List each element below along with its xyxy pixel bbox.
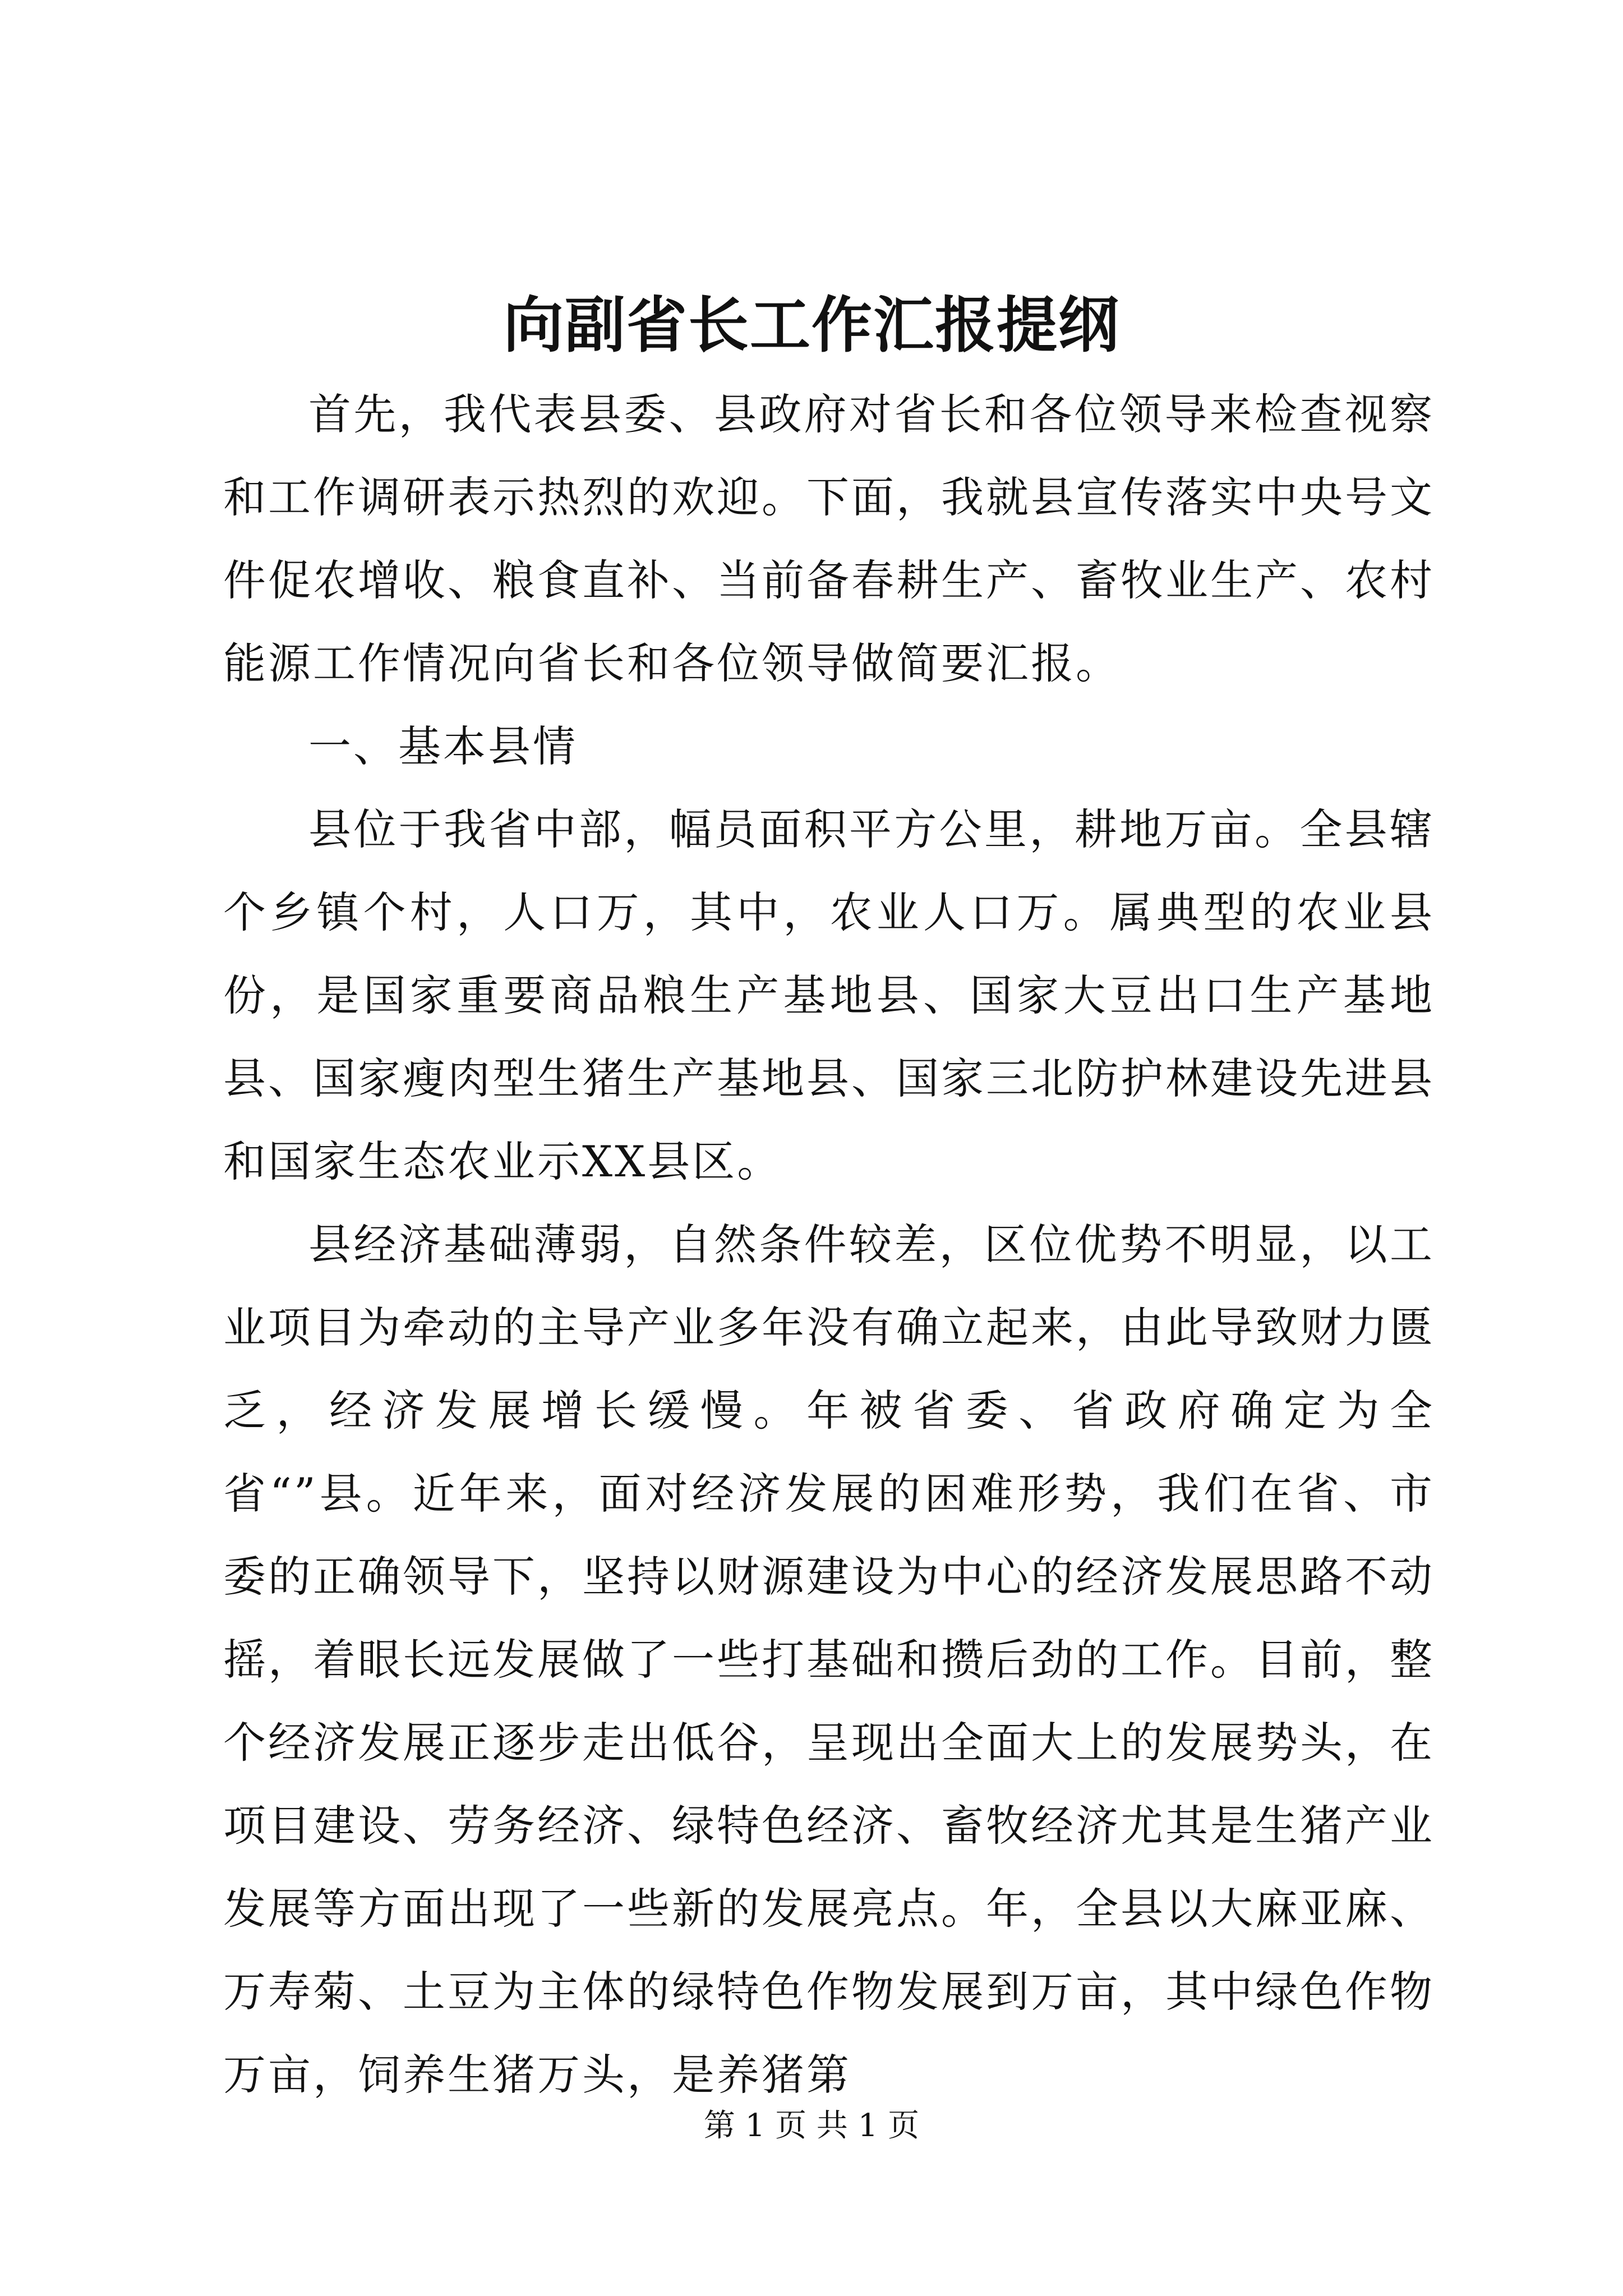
paragraph-county-overview: 县位于我省中部，幅员面积平方公里，耕地万亩。全县辖个乡镇个村，人口万，其中，农业人口万。属典型的农业县份，是国家重要商品粮生产基地县、国家大豆出口生产基地县、国家瘦肉型生猪生产基地县、国家三北防护林建设先进县和国家生态农业示XX县区。 bbox=[223, 804, 1435, 1186]
paragraph-intro: 首先，我代表县委、县政府对省长和各位领导来检查视察和工作调研表示热烈的欢迎。下面，我就县宣传落实中央号文件促农增收、粮食直补、当前备春耕生产、畜牧业生产、农村能源工作情况向省长和各位领导做简要汇报。 bbox=[223, 389, 1435, 688]
document-title: 向副省长工作汇报提纲 bbox=[502, 290, 1120, 361]
paragraph-economy: 县经济基础薄弱，自然条件较差，区位优势不明显，以工业项目为牵动的主导产业多年没有确立起来，由此导致财力匮乏，经济发展增长缓慢。年被省委、省政府确定为全省“”县。近年来，面对经济发展的困难形势，我们在省、市委的正确领导下，坚持以财源建设为中心的经济发展思路不动摇，着眼长远发展做了一些打基础和攒后劲的工作。目前，整个经济发展正逐步走出低谷，呈现出全面大上的发展势头，在项目建设、劳务经济、绿特色经济、畜牧经济尤其是生猪产业发展等方面出现了一些新的发展亮点。年，全县以大麻亚麻、万寿菊、土豆为主体的绿特色作物发展到万亩，其中绿色作物万亩，饲养生猪万头，是养猪第 bbox=[223, 1220, 1435, 2100]
document-body bbox=[223, 373, 1435, 2116]
page-footer: 第 1 页 共 1 页 bbox=[703, 2108, 920, 2144]
section-heading-basic-info: 一、基本县情 bbox=[308, 721, 578, 771]
